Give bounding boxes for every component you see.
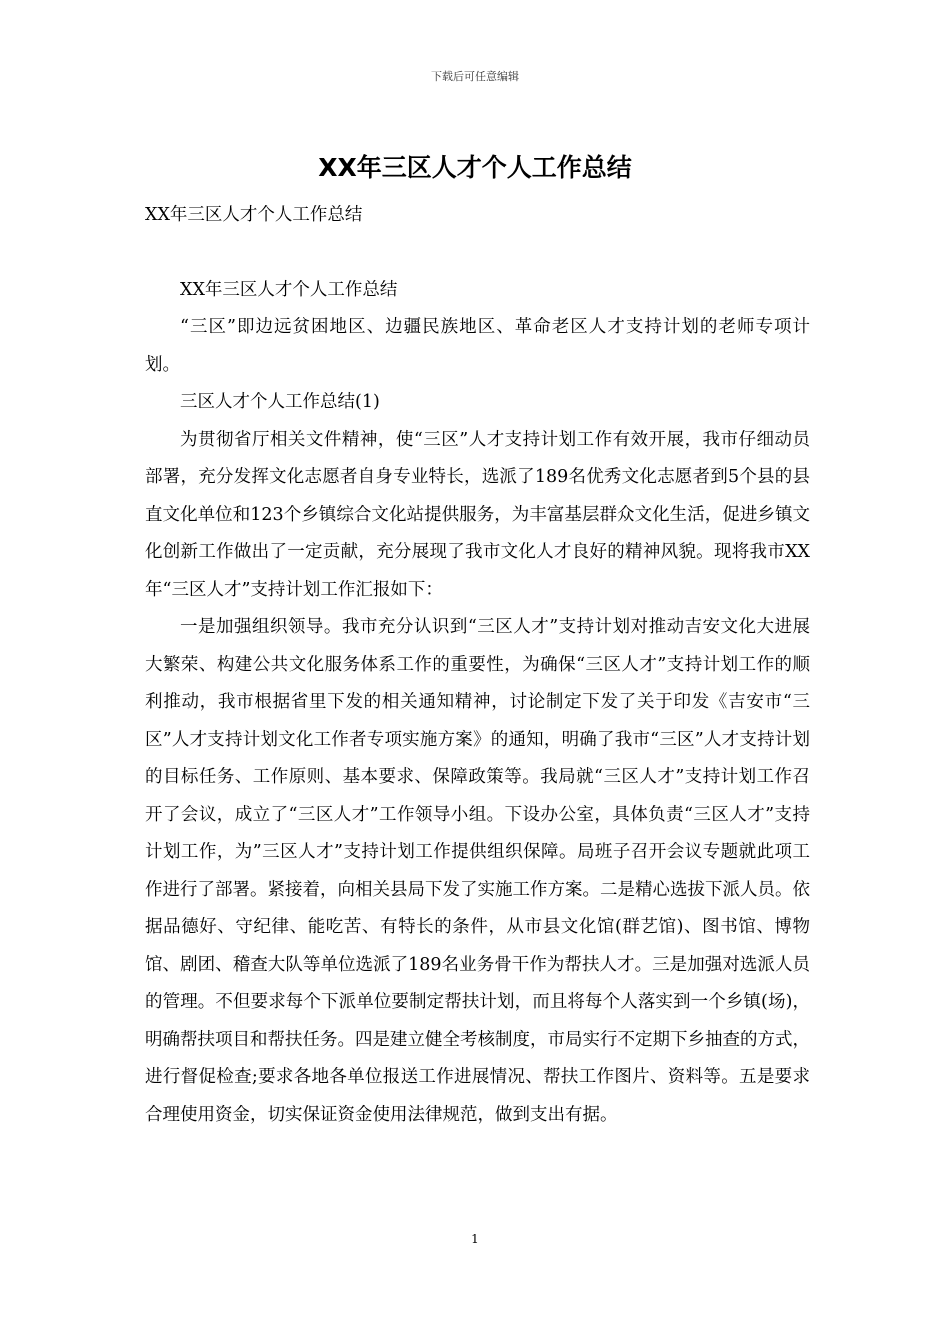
section-heading: 三区人才个人工作总结(1) [180,392,380,412]
paragraph-definition: “三区”即边远贫困地区、边疆民族地区、革命老区人才支持计划的老师专项计划。 [145,317,810,375]
document-subtitle: XX年三区人才个人工作总结 [145,205,363,225]
paragraph-heading: XX年三区人才个人工作总结 [180,279,398,300]
paragraph-measures: 一是加强组织领导。我市充分认识到“三区人才”支持计划对推动吉安文化大进展大繁荣、构建公共文化服务体系工作的重要性，为确保“三区人才”支持计划工作的顺利推动，我市根据省里下发的相关通知精神，讨论制定下发了关于印发《吉安市“三区”人才支持计划文化工作者专项实施方案》的通知，明确了我市“三区”人才支持计划的目标任务、工作原则、基本要求、保障政策等。我局就“三区人才”支持计划工作召开了会议，成立了“三区人才”工作领导小组。下设办公室，具体负责“三区人才”支持计划工作，为”三区人才”支持计划工作提供组织保障。局班子召开会议专题就此项工作进行了部署。紧接着，向相关县局下发了实施工作方案。二是精心选拔下派人员。依据品德好、守纪律、能吃苦、有特长的条件，从市县文化馆(群艺馆)、图书馆、博物馆、剧团、稽查大队等单位选派了189名业务骨干作为帮扶人才。三是加强对选派人员的管理。不但要求每个下派单位要制定帮扶计划，而且将每个人落实到一个乡镇(场)，明确帮扶项目和帮扶任务。四是建立健全考核制度，市局实行不定期下乡抽查的方式，进行督促检查;要求各地各单位报送工作进展情况、帮扶工作图片、资料等。五是要求合理使用资金，切实保证资金使用法律规范，做到支出有据。 [145,617,810,1125]
paragraph-intro: 为贯彻省厅相关文件精神，使“三区”人才支持计划工作有效开展，我市仔细动员部署，充分发挥文化志愿者自身专业特长，选派了189名优秀文化志愿者到5个县的县直文化单位和123个乡镇综合文化站提供服务，为丰富基层群众文化生活，促进乡镇文化创新工作做出了一定贡献，充分展现了我市文化人才良好的精神风貌。现将我市XX年“三区人才”支持计划工作汇报如下： [145,429,810,600]
document-title: XX年三区人才个人工作总结 [318,153,632,182]
header-note: 下载后可任意编辑 [431,70,519,83]
page-number: 1 [471,1232,479,1246]
document-body [145,197,810,1134]
paragraph-gap [145,235,810,272]
